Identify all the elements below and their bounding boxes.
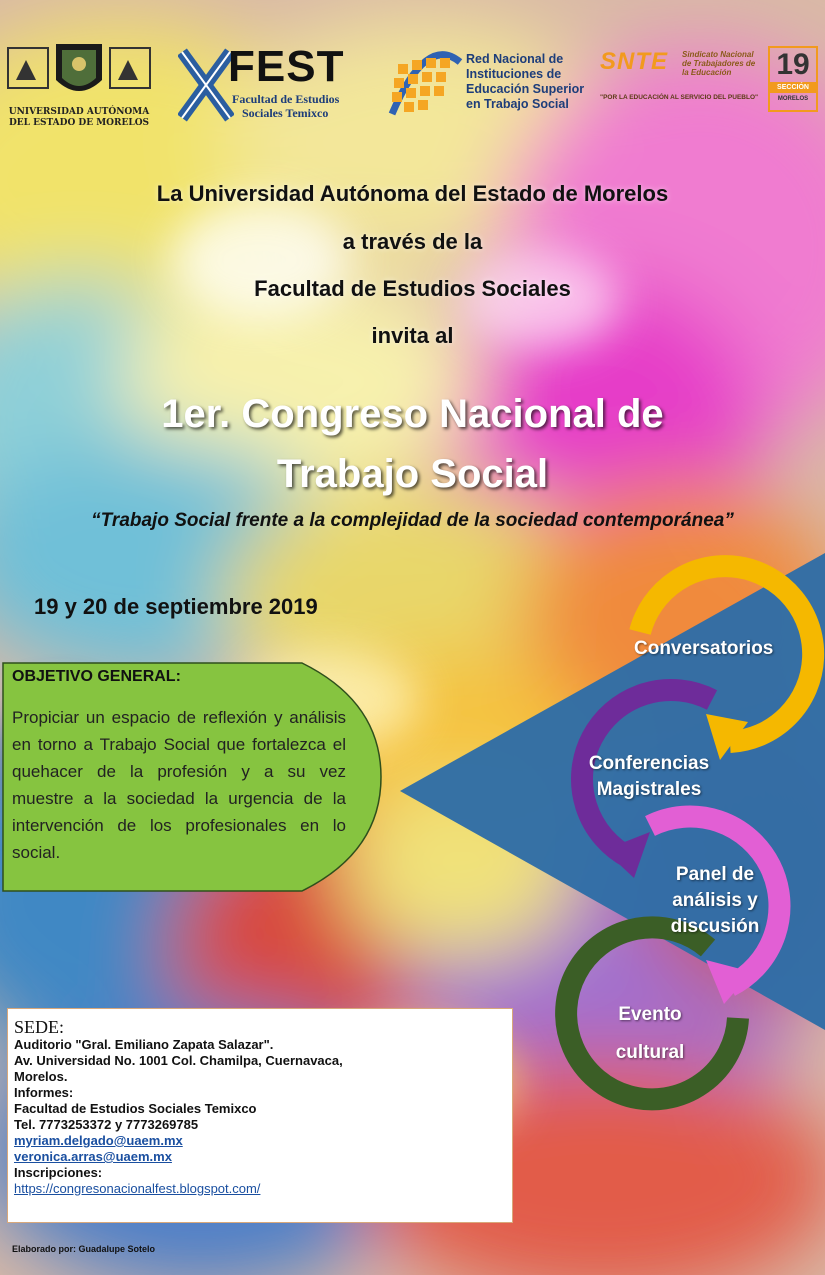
sede-address-2: Morelos. bbox=[14, 1069, 68, 1084]
fest-logo-subtitle-2: Sociales Temixco bbox=[242, 106, 329, 120]
snte-title: SNTE bbox=[600, 48, 669, 75]
informes-org: Facultad de Estudios Sociales Temixco bbox=[14, 1101, 257, 1116]
activity-conversatorios: Conversatorios bbox=[634, 638, 774, 659]
email-link-2[interactable]: veronica.arras@uaem.mx bbox=[14, 1149, 172, 1164]
event-subtitle: “Trabajo Social frente a la complejidad de la sociedad contemporánea” bbox=[91, 510, 734, 531]
fest-logo-subtitle-1: Facultad de Estudios bbox=[232, 92, 340, 106]
inscripciones-label: Inscripciones: bbox=[14, 1165, 103, 1180]
informes-label: Informes: bbox=[14, 1085, 74, 1100]
activity-panel bbox=[660, 862, 770, 940]
event-title-line-2: Trabajo Social bbox=[276, 452, 549, 496]
activity-evento bbox=[600, 996, 700, 1072]
uaem-name: UNIVERSIDAD AUTÓNOMA DEL ESTADO DE MORELOS bbox=[8, 107, 150, 128]
snte-section-label: SECCIÓN bbox=[770, 82, 816, 93]
activity-conferencias bbox=[584, 751, 714, 803]
sede-address-1: Av. Universidad No. 1001 Col. Chamilpa, Cuernavaca, bbox=[14, 1053, 343, 1068]
activity-evento-line-2: cultural bbox=[615, 1042, 685, 1063]
invitation-line-3: Facultad de Estudios Sociales bbox=[254, 276, 571, 301]
activity-evento-line-1: Evento bbox=[618, 1004, 682, 1025]
activity-panel-line-1: Panel de bbox=[675, 864, 755, 885]
snte-number: 19 bbox=[776, 48, 810, 81]
objetivo-text: Propiciar un espacio de reflexión y análisis en torno a Trabajo Social que fortalezca el quehacer de la profesión y a su vez muestre a la sociedad la urgencia de la intervención de los profesionales en lo social. bbox=[12, 708, 346, 862]
red-line-2: Instituciones de bbox=[466, 67, 562, 81]
activity-panel-line-2: análisis y bbox=[672, 890, 758, 911]
inscripciones-url-link[interactable]: https://congresonacionalfest.blogspot.com/ bbox=[14, 1181, 261, 1196]
email-link-1[interactable]: myriam.delgado@uaem.mx bbox=[14, 1133, 183, 1148]
snte-motto: "POR LA EDUCACIÓN AL SERVICIO DEL PUEBLO" bbox=[600, 94, 759, 101]
objetivo-heading: OBJETIVO GENERAL: bbox=[12, 668, 181, 685]
red-line-1: Red Nacional de bbox=[466, 52, 564, 66]
event-dates: 19 y 20 de septiembre 2019 bbox=[34, 594, 318, 619]
invitation-line-2: a través de la bbox=[342, 229, 483, 254]
footer-credit: Elaborado por: Guadalupe Sotelo bbox=[12, 1244, 156, 1254]
red-line-4: en Trabajo Social bbox=[466, 97, 569, 111]
sede-venue: Auditorio "Gral. Emiliano Zapata Salazar". bbox=[14, 1037, 274, 1052]
sede-box bbox=[7, 1008, 513, 1223]
activity-conferencias-line-1: Conferencias bbox=[588, 753, 710, 774]
sede-heading: SEDE: bbox=[14, 1017, 65, 1037]
snte-description: Sindicato Nacional de Trabajadores de la Educación bbox=[682, 50, 756, 77]
invitation-line-4: invita al bbox=[371, 323, 454, 348]
activity-conferencias-line-2: Magistrales bbox=[596, 779, 702, 800]
event-title-line-1: 1er. Congreso Nacional de bbox=[161, 392, 664, 436]
snte-state: MORELOS bbox=[777, 96, 809, 102]
invitation-line-1: La Universidad Autónoma del Estado de Morelos bbox=[156, 181, 669, 206]
informes-phone: Tel. 7773253372 y 7773269785 bbox=[14, 1117, 199, 1132]
red-line-3: Educación Superior bbox=[466, 82, 585, 96]
fest-logo-title: FEST bbox=[228, 42, 345, 91]
activity-panel-line-3: discusión bbox=[670, 916, 760, 937]
